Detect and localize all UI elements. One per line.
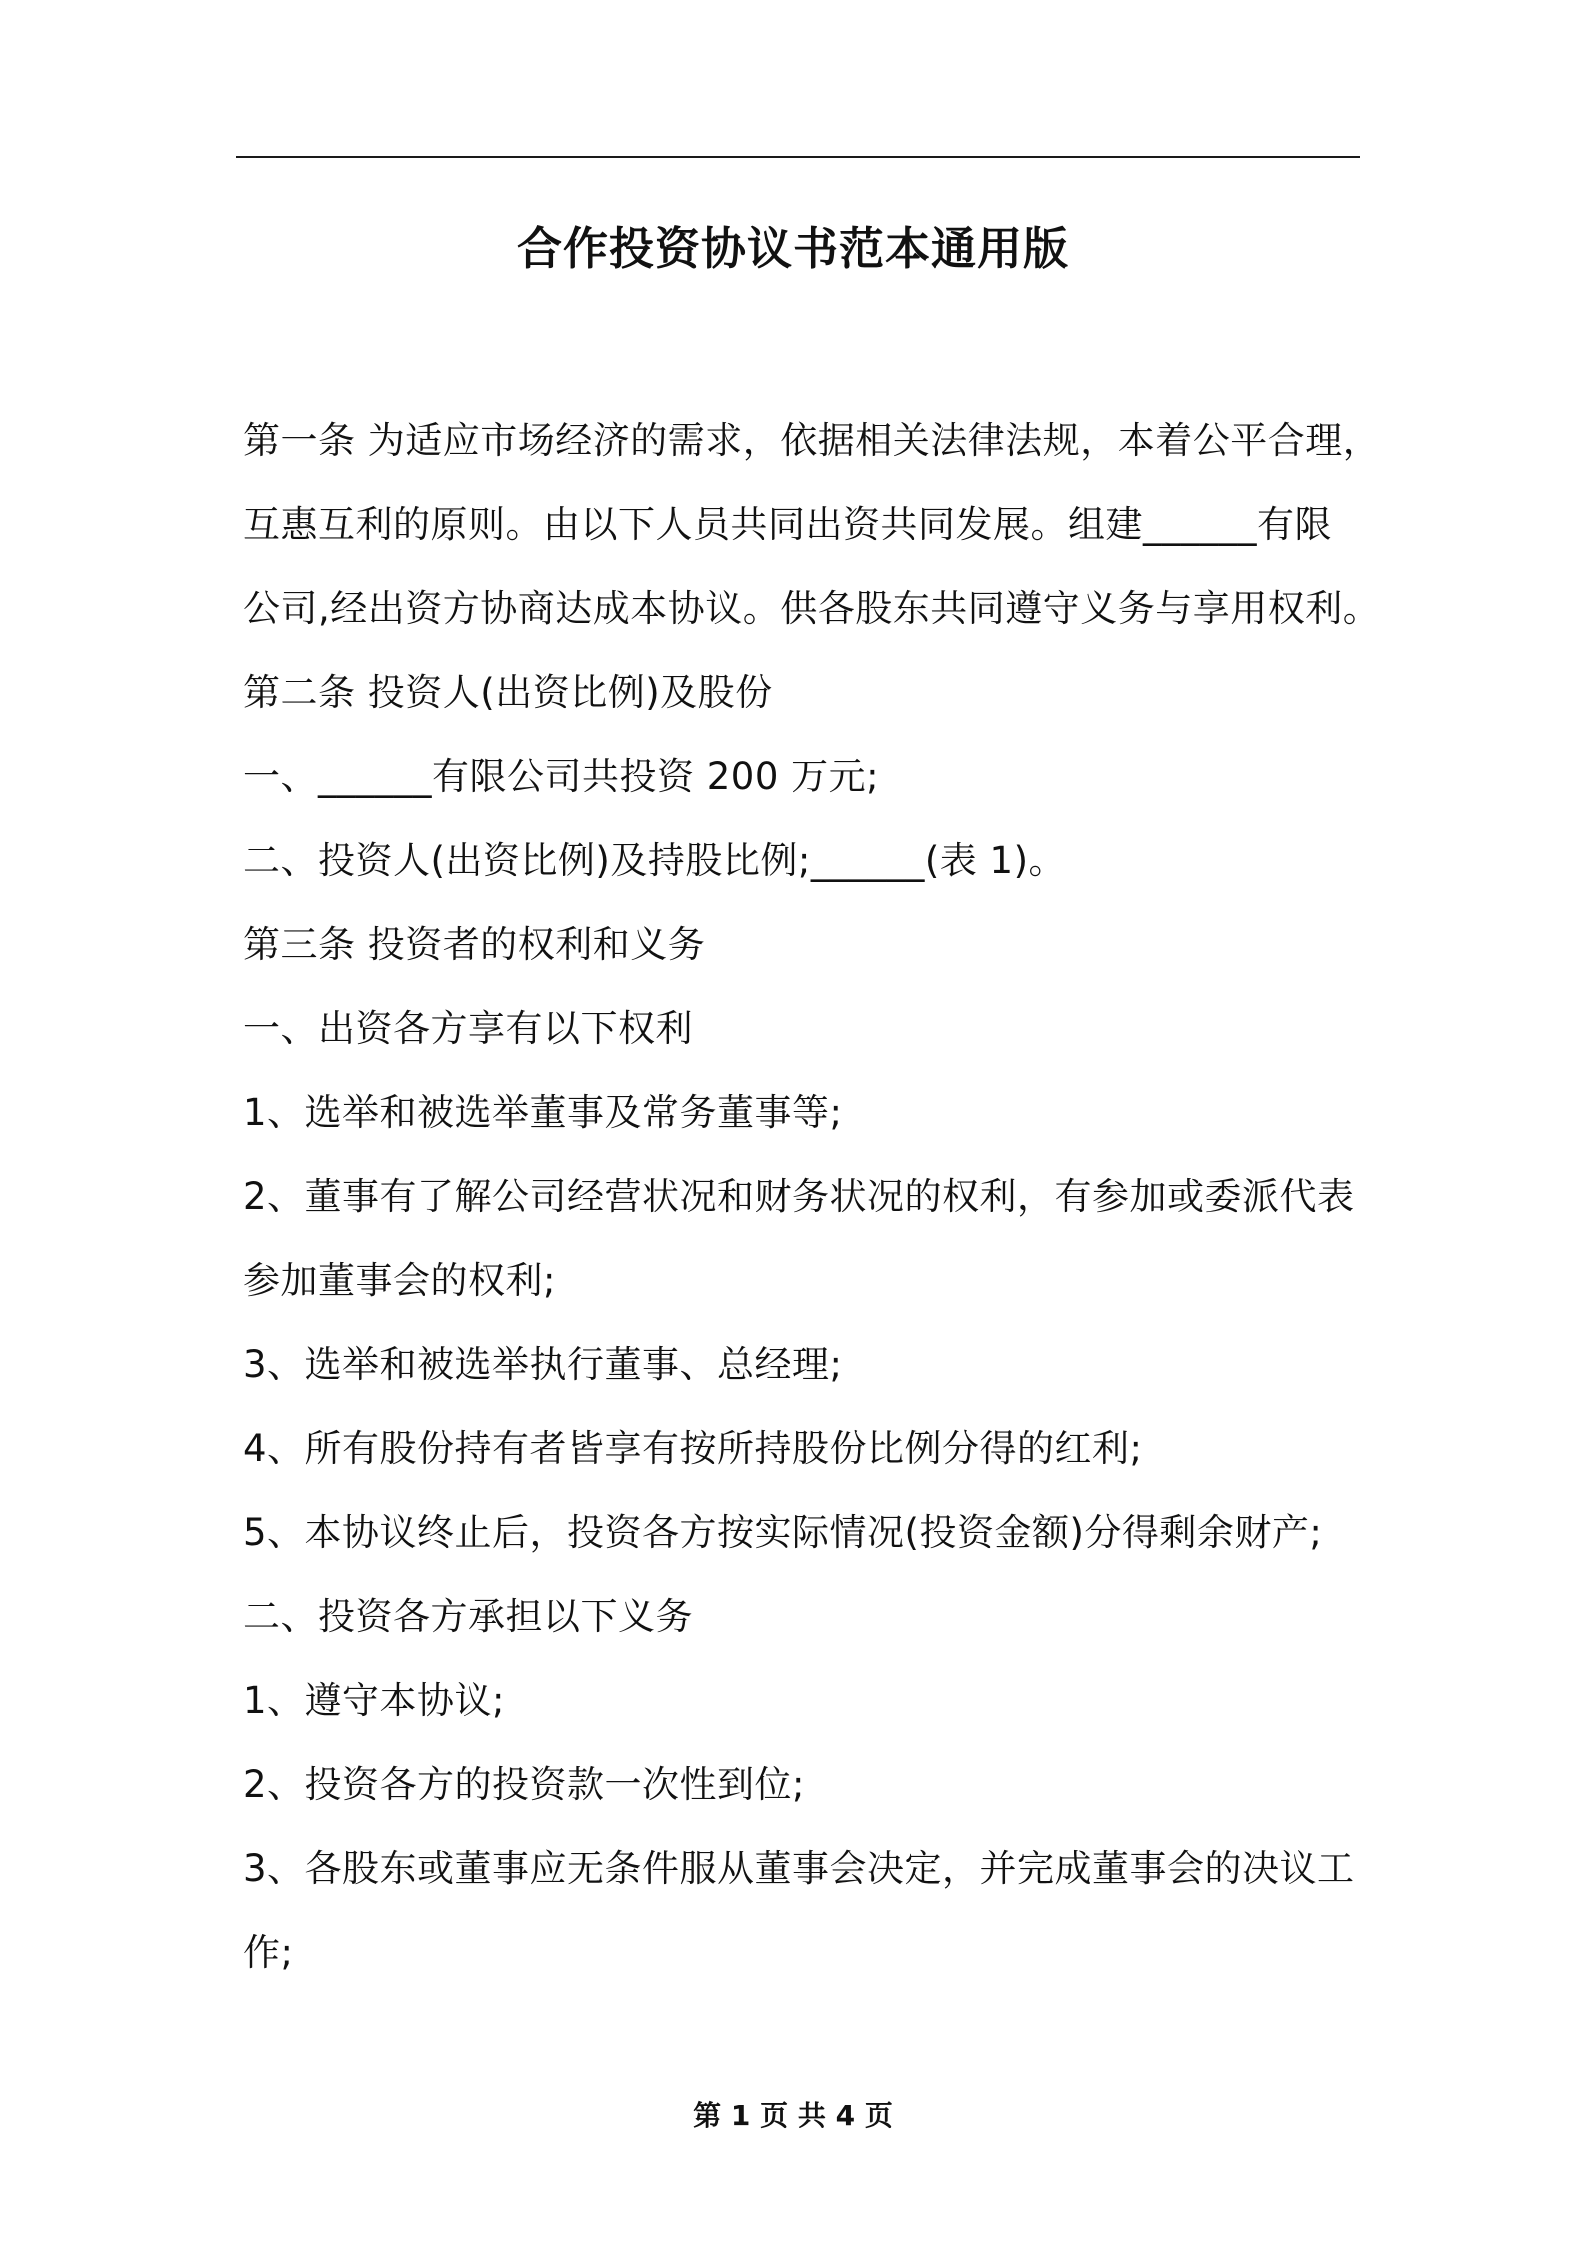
list-item-continuation: 参加董事会的权利; [243,1259,556,1302]
paragraph-line: 一、______有限公司共投资 200 万元; [243,755,880,798]
subsection-heading: 二、投资各方承担以下义务 [243,1595,693,1638]
section-heading: 第三条 投资者的权利和义务 [243,923,706,966]
list-item: 5、本协议终止后，投资各方按实际情况(投资金额)分得剩余财产; [243,1511,1323,1554]
paragraph-line: 二、投资人(出资比例)及持股比例;______(表 1)。 [243,839,1067,882]
list-item: 2、董事有了解公司经营状况和财务状况的权利，有参加或委派代表 [243,1175,1355,1218]
document-title: 合作投资协议书范本通用版 [516,222,1069,275]
list-item: 3、选举和被选举执行董事、总经理; [243,1343,843,1386]
list-item: 2、投资各方的投资款一次性到位; [243,1763,806,1806]
list-item: 1、选举和被选举董事及常务董事等; [243,1091,843,1134]
list-item: 4、所有股份持有者皆享有按所持股份比例分得的红利; [243,1427,1143,1470]
page-footer: 第 1 页 共 4 页 [693,2099,893,2132]
subsection-heading: 一、出资各方享有以下权利 [243,1007,693,1050]
paragraph-line: 公司,经出资方协商达成本协议。供各股东共同遵守义务与享用权利。 [243,587,1381,630]
paragraph-line: 第一条 为适应市场经济的需求，依据相关法律法规，本着公平合理， [243,419,1381,462]
list-item: 1、遵守本协议; [243,1679,506,1722]
list-item-continuation: 作; [243,1931,294,1974]
paragraph-line: 互惠互利的原则。由以下人员共同出资共同发展。组建______有限 [243,503,1332,546]
list-item: 3、各股东或董事应无条件服从董事会决定，并完成董事会的决议工 [243,1847,1355,1890]
document-body [243,399,1381,1995]
section-heading: 第二条 投资人(出资比例)及股份 [243,671,773,714]
header-rule [236,156,1360,158]
